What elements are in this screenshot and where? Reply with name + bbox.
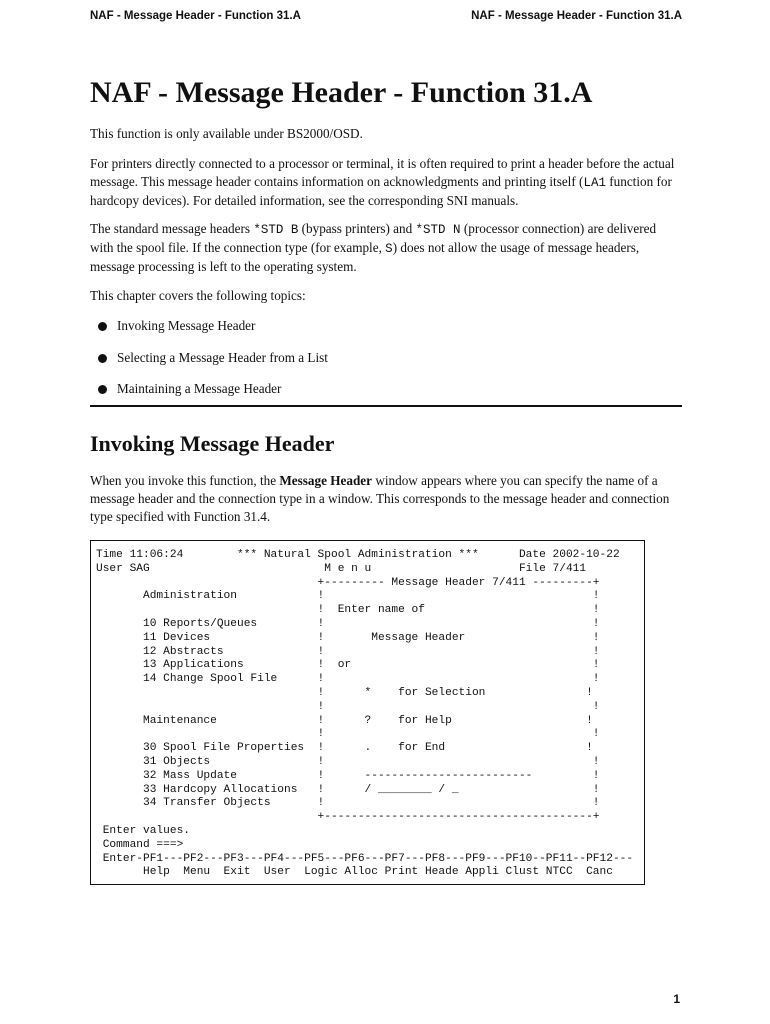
topic-item[interactable] (90, 348, 328, 380)
screen-line: 10 Reports/Queues ! ! (96, 618, 600, 630)
page-number: 1 (673, 992, 680, 1006)
section-heading: Invoking Message Header (90, 431, 335, 456)
screen-line: 30 Spool File Properties ! . for End ! (96, 742, 593, 755)
topic-link[interactable]: Invoking Message Header (117, 318, 256, 333)
screen-line: ! * for Selection ! (96, 687, 593, 699)
screen-line: +--------- Message Header 7/411 ---------+ (96, 576, 600, 589)
section-divider (90, 405, 682, 407)
bullet-icon (98, 322, 107, 331)
bullet-icon (98, 385, 107, 394)
screen-line: 12 Abstracts ! ! (96, 645, 600, 658)
intro-text: The standard message headers (90, 221, 254, 236)
section-text: window appears where you can specify the name of a message header and the connection type in a window. This corresponds to the message header and connection type specified with Function 31.4. (90, 473, 670, 524)
section-paragraph (90, 472, 682, 526)
screen-line: Administration ! ! (96, 590, 600, 603)
screen-line: Time 11:06:24 *** Natural Spool Administration *** Date 2002-10-22 (96, 549, 620, 561)
intro-text: (bypass printers) and (298, 221, 416, 236)
screen-line: 11 Devices ! Message Header ! (96, 631, 600, 644)
screen-line: Enter-PF1---PF2---PF3---PF4---PF5---PF6---PF7---PF8---PF9---PF10--PF11--PF12--- (96, 852, 634, 865)
intro-text: For printers directly connected to a processor or terminal, it is often required to print a header before the actual message. This message header contains information on acknowledgments and printing itself ( (90, 156, 675, 189)
screen-line: 31 Objects ! ! (96, 756, 600, 768)
intro-paragraph-availability: This function is only available under BS2000/OSD. (90, 126, 363, 141)
screen-line: Command ===> (96, 838, 184, 851)
code-s: S (385, 242, 393, 256)
code-std-b: *STD B (253, 223, 299, 237)
screen-line: ! Enter name of ! (96, 604, 600, 617)
screen-line: ! ! (96, 700, 600, 713)
code-std-n: *STD N (415, 223, 461, 237)
topic-link[interactable]: Maintaining a Message Header (117, 381, 282, 396)
running-header-left: NAF - Message Header - Function 31.A (90, 10, 301, 22)
section-text-bold: Message Header (279, 473, 373, 488)
intro-paragraph-standard-headers (90, 220, 682, 276)
running-header-right: NAF - Message Header - Function 31.A (471, 10, 682, 22)
intro-text: (processor connection) are delivered with the spool file. If the connection type (for example, (90, 221, 657, 255)
terminal-screen (90, 540, 645, 885)
screen-line: ! ! (96, 728, 600, 741)
intro-text: function for hardcopy devices). For detailed information, see the corresponding SNI manuals. (90, 174, 672, 208)
screen-line: Help Menu Exit User Logic Alloc Print Heade Appli Clust NTCC Canc (96, 866, 613, 879)
screen-line: Enter values. (96, 825, 190, 837)
screen-line: User SAG M e n u File 7/411 (96, 562, 587, 575)
topic-link[interactable]: Selecting a Message Header from a List (117, 349, 328, 365)
screen-line: +----------------------------------------+ (96, 811, 600, 824)
screen-line: 33 Hardcopy Allocations ! / ________ / _ ! (96, 783, 600, 796)
screen-line: 32 Mass Update ! ------------------------- ! (96, 769, 600, 782)
code-la1: LA1 (583, 176, 606, 190)
section-text: When you invoke this function, the (90, 473, 280, 488)
topic-item[interactable] (90, 316, 328, 348)
screen-line: 14 Change Spool File ! ! (96, 673, 600, 686)
bullet-icon (98, 354, 107, 363)
screen-line: Maintenance ! ? for Help ! (96, 714, 593, 727)
screen-line: 34 Transfer Objects ! ! (96, 797, 600, 810)
topics-list (90, 316, 328, 411)
intro-text: ) does not allow the usage of message headers, message processing is left to the operating system. (90, 240, 640, 274)
intro-paragraph-printers (90, 155, 682, 210)
topics-intro: This chapter covers the following topics: (90, 288, 306, 303)
screen-line: 13 Applications ! or ! (96, 659, 600, 672)
page-title: NAF - Message Header - Function 31.A (90, 76, 593, 109)
